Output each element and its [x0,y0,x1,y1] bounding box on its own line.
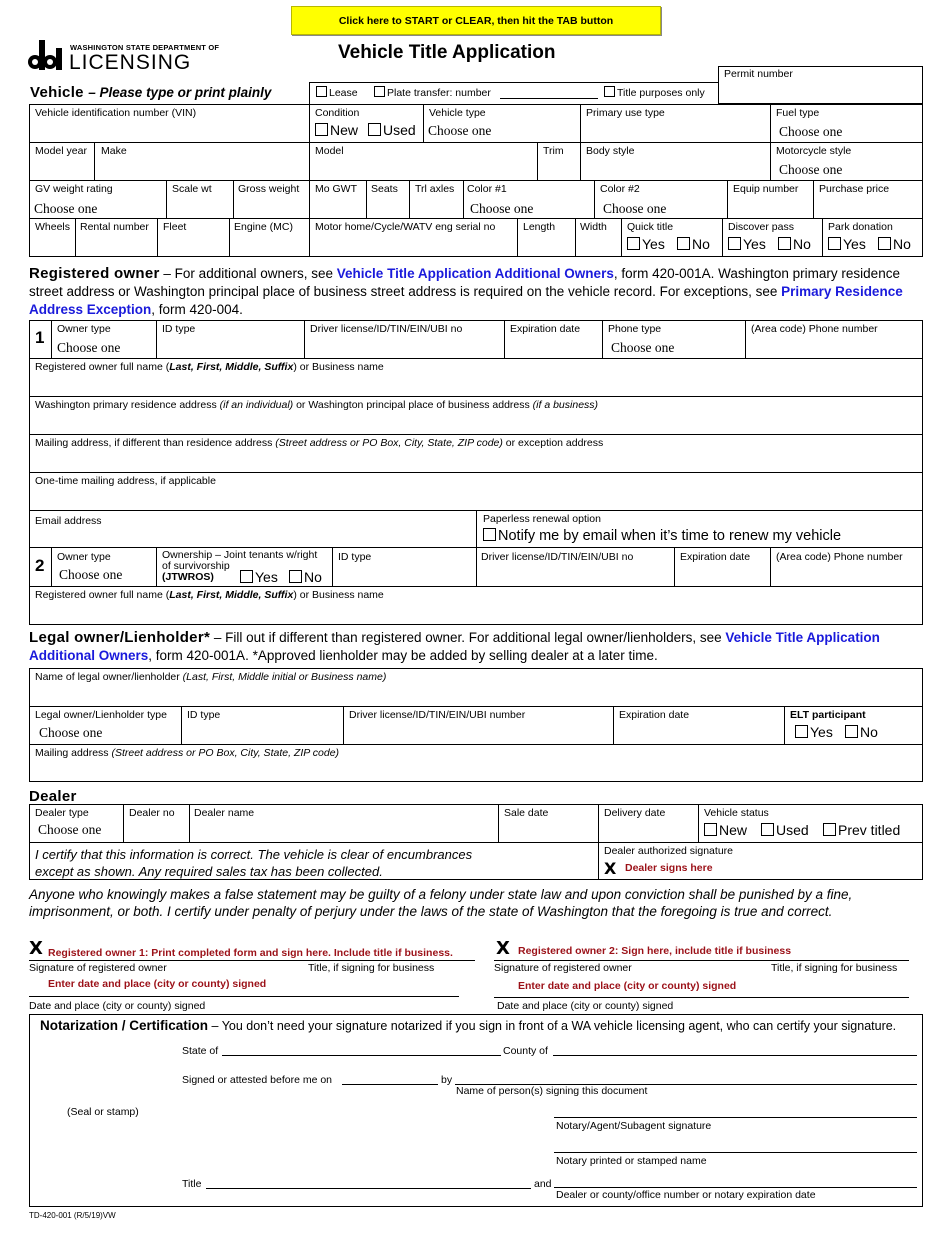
owner1-expiration-label: Expiration date [510,323,581,335]
owner2-signature-field[interactable] [494,938,909,960]
vin-label: Vehicle identification number (VIN) [35,107,197,119]
owner1-wa-address-label: Washington primary residence address (if an individual) or Washington principal place of business address (if a business) [35,399,599,411]
owner1-full-name-label: Registered owner full name (Last, First, Middle, Suffix) or Business name [35,361,384,373]
logo-name: LICENSING [69,51,192,74]
address-exception-link[interactable]: Primary Residence Address Exception [29,284,903,317]
equip-number-label: Equip number [733,183,799,195]
legal-additional-owners-link[interactable]: Vehicle Title Application Additional Owners [29,630,880,663]
owner2-id-type-label: ID type [338,551,372,563]
dol-logo [28,40,220,74]
width-label: Width [580,221,607,233]
legal-owner-license-label: Driver license/ID/TIN/EIN/UBI number [349,709,526,721]
dealer-type-label: Dealer type [35,807,89,819]
jtwros-no-checkbox[interactable]: No [289,569,322,585]
notary-title-line[interactable] [206,1188,531,1189]
sale-date-label: Sale date [504,807,549,819]
discover-pass-no-checkbox[interactable]: No [778,236,811,252]
dealer-county-line[interactable] [554,1187,917,1188]
elt-yes-checkbox[interactable]: Yes [795,724,833,740]
dealer-heading: Dealer [29,788,77,805]
owner1-email-label: Email address [35,515,102,527]
owner2-date-field[interactable] [494,978,909,997]
status-used-checkbox[interactable]: Used [761,822,809,838]
vehicle-type-label: Vehicle type [429,107,486,119]
owner1-phone-type-select[interactable]: Choose one [611,340,675,355]
status-new-checkbox[interactable]: New [704,822,747,838]
perjury-statement: Anyone who knowingly makes a false statement may be guilty of a felony under state law and upon conviction shall be punished by a fine, imprisonment, or both. I certify under penalty of perjury under the laws of the state of Washington that the foregoing is true and correct. [29,887,853,919]
fleet-label: Fleet [163,221,187,233]
additional-owners-link[interactable]: Vehicle Title Application Additional Owners [336,266,614,281]
owner1-date-label: Date and place (city or county) signed [29,1000,206,1012]
by-label: by [441,1074,453,1086]
owner2-full-name-input[interactable] [32,602,920,622]
trim-label: Trim [543,145,564,157]
state-of-line[interactable] [222,1055,501,1056]
owner2-title-label: Title, if signing for business [771,962,898,974]
page-title: Vehicle Title Application [338,42,556,63]
legal-owner-intro: Legal owner/Lienholder* – Fill out if different than registered owner. For additional legal owner/lienholders, see Vehicle Title Application Additional Owners, form 420-001A. *Approved lienholder may be added by selling dealer at a later time. [29,629,880,663]
gv-weight-select[interactable]: Choose one [34,201,98,216]
owner1-phone-type-label: Phone type [608,323,662,335]
dealer-signs-here-prompt: Dealer signs here [625,862,713,874]
lease-checkbox[interactable]: Lease [316,86,358,99]
owner1-date-field[interactable] [29,976,459,996]
motorcycle-style-label: Motorcycle style [776,145,852,157]
make-label: Make [101,145,127,157]
signed-date-line[interactable] [342,1084,438,1085]
paperless-email-checkbox[interactable]: Notify me by email when it’s time to renew my vehicle [483,528,841,544]
owner2-date-prompt: Enter date and place (city or county) signed [518,980,737,992]
park-donation-no-checkbox[interactable]: No [878,236,911,252]
agent-signature-line[interactable] [554,1117,917,1118]
owner2-sign-x-icon: X [496,938,510,959]
color1-label: Color #1 [467,183,507,195]
vehicle-heading [30,84,271,102]
legal-owner-mailing-input[interactable] [32,760,920,780]
signed-before-label: Signed or attested before me on [182,1074,333,1086]
condition-label: Condition [315,107,360,119]
owner2-date-label: Date and place (city or county) signed [497,1000,674,1012]
mo-gwt-label: Mo GWT [315,183,357,195]
primary-use-label: Primary use type [586,107,665,119]
owner1-signature-label: Signature of registered owner [29,962,167,974]
status-prev-titled-checkbox[interactable]: Prev titled [823,822,900,838]
length-label: Length [523,221,556,233]
elt-no-checkbox[interactable]: No [845,724,878,740]
owner1-phone-label: (Area code) Phone number [751,323,878,335]
owner1-id-type-label: ID type [162,323,196,335]
dol-logo-mark [28,40,64,72]
owner2-type-select[interactable]: Choose one [59,567,123,582]
legal-owner-expiration-label: Expiration date [619,709,690,721]
dealer-name-label: Dealer name [194,807,255,819]
park-donation-label: Park donation [828,221,893,233]
start-clear-button[interactable] [291,6,661,35]
logo-agency: WASHINGTON STATE DEPARTMENT OF [70,43,220,52]
delivery-date-label: Delivery date [604,807,666,819]
legal-owner-type-label: Legal owner/Lienholder type [35,709,167,721]
owner2-number: 2 [35,556,45,575]
owner1-license-label: Driver license/ID/TIN/EIN/UBI no [310,323,463,335]
registered-owner-heading: Registered owner [29,265,160,282]
owner1-title-label: Title, if signing for business [308,962,435,974]
motorcycle-style-select[interactable]: Choose one [779,162,843,177]
paperless-label: Paperless renewal option [483,513,601,525]
body-style-label: Body style [586,145,635,157]
legal-owner-id-type-label: ID type [187,709,221,721]
title-purposes-checkbox[interactable]: Title purposes only [604,86,705,99]
owner2-phone-label: (Area code) Phone number [776,551,903,563]
dealer-sign-x-icon: X [604,859,617,878]
quick-title-no-checkbox[interactable]: No [677,236,710,252]
owner2-full-name-label: Registered owner full name (Last, First, Middle, Suffix) or Business name [35,589,384,601]
condition-new-checkbox[interactable]: New [315,122,358,138]
county-of-label: County of [503,1045,548,1057]
state-of-label: State of [182,1045,219,1057]
vehicle-subheading: – Please type or print plainly [88,85,272,100]
legal-owner-name-label: Name of legal owner/lienholder (Last, First, Middle initial or Business name) [35,671,387,683]
dealer-county-label: Dealer or county/office number or notary expiration date [556,1189,816,1201]
wheels-label: Wheels [35,221,71,233]
color2-label: Color #2 [600,183,640,195]
dealer-signature-label: Dealer authorized signature [604,845,733,857]
owner2-expiration-label: Expiration date [680,551,751,563]
legal-owner-mailing-label: Mailing address (Street address or PO Box, City, State, ZIP code) [35,747,340,759]
owner1-one-time-mailing-label: One-time mailing address, if applicable [35,475,216,487]
ownership-jtwros-label: Ownership – Joint tenants w/right of survivorship (JTWROS) [162,549,318,583]
fuel-type-select[interactable]: Choose one [779,124,843,139]
jtwros-yes-checkbox[interactable]: Yes [240,569,278,585]
discover-pass-yes-checkbox[interactable]: Yes [728,236,766,252]
seal-stamp-label: (Seal or stamp) [67,1106,139,1118]
start-clear-label: Click here to START or CLEAR, then hit the TAB button [338,15,614,27]
owner1-mailing-label: Mailing address, if different than residence address (Street address or PO Box, City, State, ZIP code) or exception address [35,437,604,449]
owner1-full-name-input[interactable] [32,374,920,394]
quick-title-label: Quick title [627,221,674,233]
dealer-type-select[interactable]: Choose one [38,822,102,837]
county-of-line[interactable] [553,1055,917,1056]
color2-select[interactable]: Choose one [603,201,667,216]
signers-name-label: Name of person(s) signing this document [456,1085,648,1097]
purchase-price-label: Purchase price [819,183,890,195]
agent-signature-label: Notary/Agent/Subagent signature [556,1120,712,1132]
engine-label: Engine (MC) [234,221,293,233]
fuel-type-label: Fuel type [776,107,820,119]
owner1-email-input[interactable] [32,528,472,546]
permit-number-label: Permit number [724,68,793,80]
notary-name-label: Notary printed or stamped name [556,1155,707,1167]
owner1-signature-field[interactable] [29,938,475,960]
dealer-number-label: Dealer no [129,807,175,819]
motor-home-serial-label: Motor home/Cycle/WATV eng serial no [315,221,496,233]
dealer-signature-field[interactable] [604,859,920,878]
owner1-mailing-input[interactable] [32,450,920,470]
park-donation-yes-checkbox[interactable]: Yes [828,236,866,252]
registered-owner-intro: Registered owner – For additional owners, see Vehicle Title Application Additional Owners, form 420-001A. Washington primary residence street address or Washington principal place of business street address is required on the vehicle record. For exceptions, see Primary Residence Address Exception, form 420-004. [29,265,903,317]
color1-select[interactable]: Choose one [470,201,534,216]
and-label: and [534,1178,552,1190]
plate-transfer-number-line[interactable] [500,98,598,99]
owner1-date-prompt: Enter date and place (city or county) signed [48,978,267,990]
plate-transfer-checkbox[interactable]: Plate transfer: number [374,86,491,99]
vehicle-heading-text: Vehicle [30,84,84,101]
owner1-type-label: Owner type [57,323,111,335]
owner1-number: 1 [35,328,45,347]
dealer-certification-text: I certify that this information is correct. The vehicle is clear of encumbrances except as shown. Any required sales tax has been collected. [35,847,473,879]
notary-name-line[interactable] [554,1152,917,1153]
notarization-intro: Notarization / Certification – You don’t need your signature notarized if you sign in front of a WA vehicle licensing agent, who can certify your signature. [40,1018,897,1033]
legal-owner-name-input[interactable] [32,684,920,704]
trl-axles-label: Trl axles [415,183,455,195]
notarization-box [29,1014,923,1207]
elt-participant-label: ELT participant [790,709,866,721]
vehicle-status-label: Vehicle status [704,807,769,819]
condition-used-checkbox[interactable]: Used [368,122,416,138]
gross-weight-label: Gross weight [238,183,300,195]
owner2-signature-label: Signature of registered owner [494,962,632,974]
scale-wt-label: Scale wt [172,183,212,195]
owner1-wa-address-input[interactable] [32,412,920,432]
owner2-type-label: Owner type [57,551,111,563]
form-number: TD-420-001 (R/5/19)VW [29,1211,116,1220]
vehicle-type-select[interactable]: Choose one [428,123,492,138]
owner1-one-time-mailing-input[interactable] [32,488,920,508]
primary-use-select[interactable] [584,120,767,140]
owner2-sign-prompt: Registered owner 2: Sign here, include title if business [518,945,792,957]
legal-owner-type-select[interactable]: Choose one [39,725,103,740]
owner1-sign-prompt: Registered owner 1: Print completed form and sign here. Include title if business. [48,947,453,959]
model-year-label: Model year [35,145,87,157]
discover-pass-label: Discover pass [728,221,794,233]
model-label: Model [315,145,344,157]
notarization-heading: Notarization / Certification [40,1018,209,1033]
owner1-type-select[interactable]: Choose one [57,340,121,355]
notary-title-label: Title [182,1178,202,1190]
seats-label: Seats [371,183,398,195]
rental-number-label: Rental number [80,221,149,233]
quick-title-yes-checkbox[interactable]: Yes [627,236,665,252]
owner1-sign-x-icon: X [29,938,43,959]
vin-input[interactable] [32,120,306,140]
legal-owner-heading: Legal owner/Lienholder* [29,629,211,646]
owner2-license-label: Driver license/ID/TIN/EIN/UBI no [481,551,634,563]
gv-weight-label: GV weight rating [35,183,113,195]
